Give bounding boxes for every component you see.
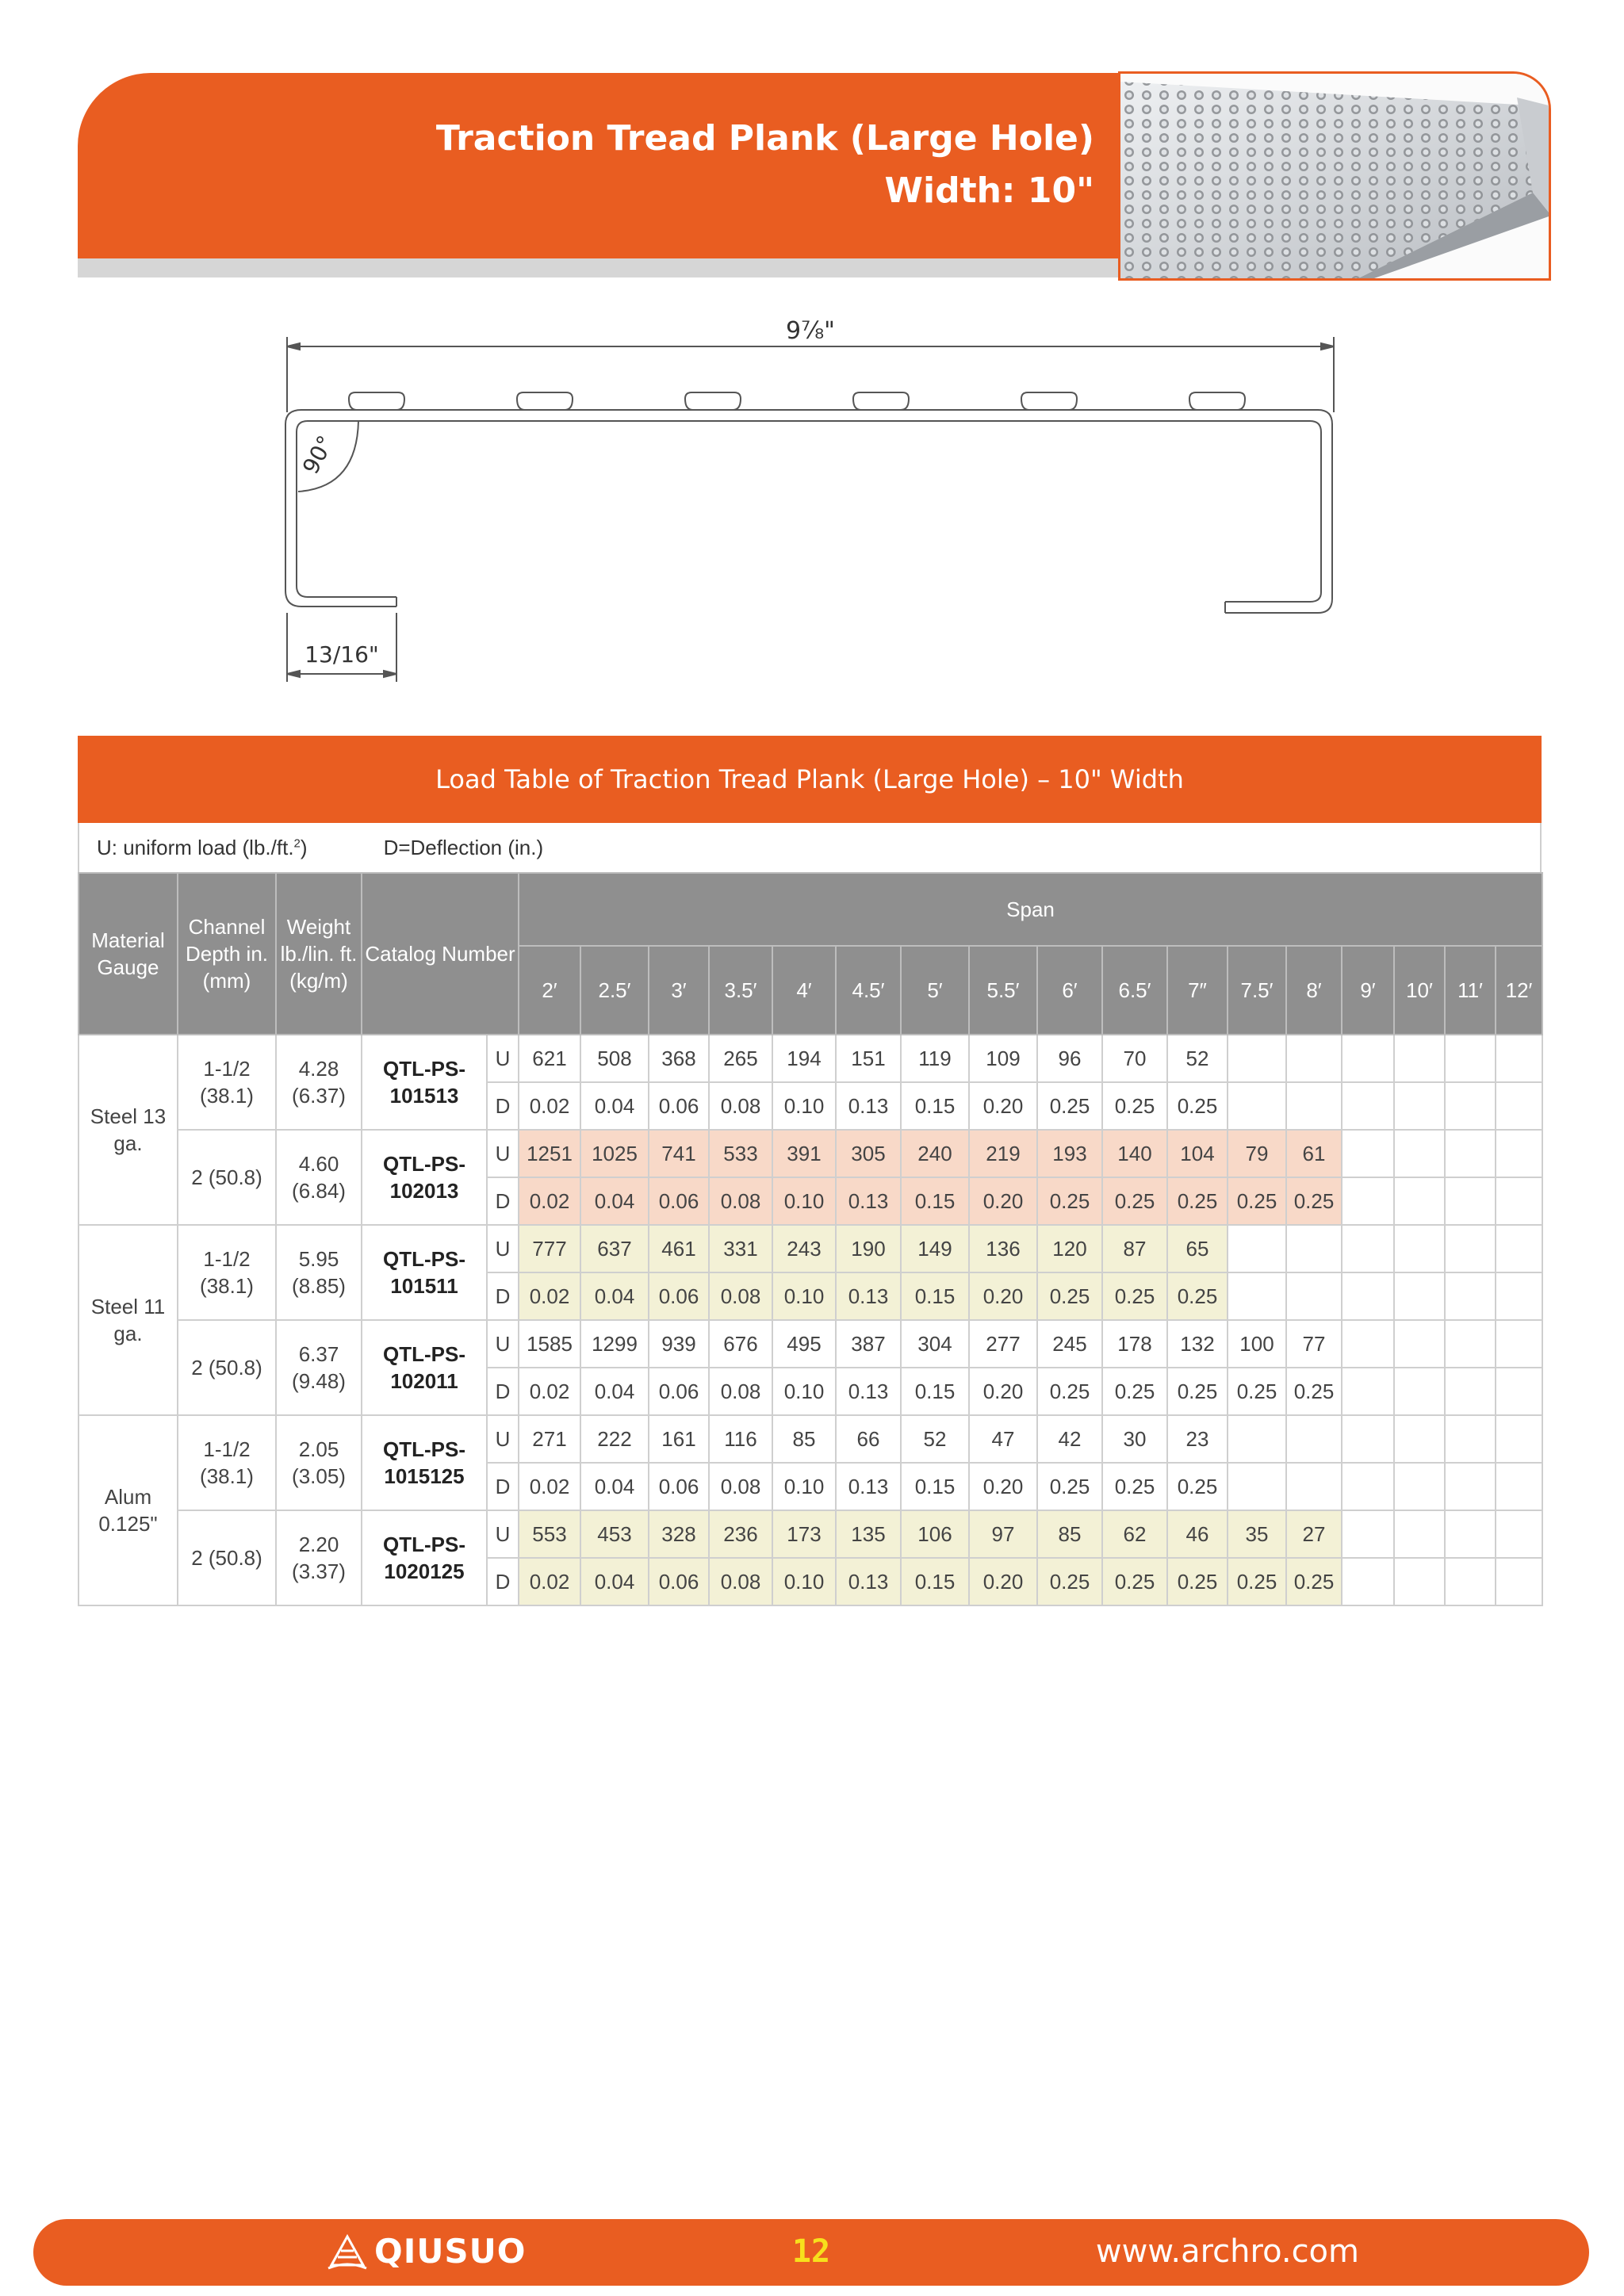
deflection-value-cell: 0.15	[901, 1082, 969, 1130]
deflection-value-cell: 0.02	[519, 1463, 580, 1510]
deflection-label: D	[487, 1272, 519, 1320]
load-value-cell: 331	[709, 1225, 772, 1272]
uniform-load-label: U	[487, 1320, 519, 1368]
deflection-value-cell: 0.20	[969, 1082, 1037, 1130]
load-value-cell	[1496, 1510, 1542, 1558]
load-value-cell: 46	[1167, 1510, 1228, 1558]
load-value-cell: 132	[1167, 1320, 1228, 1368]
load-value-cell: 194	[772, 1035, 836, 1082]
deflection-value-cell: 0.06	[649, 1558, 709, 1605]
deflection-value-cell: 0.20	[969, 1368, 1037, 1415]
deflection-value-cell: 0.06	[649, 1177, 709, 1225]
uniform-load-label: U	[487, 1225, 519, 1272]
load-value-cell	[1286, 1035, 1342, 1082]
deflection-value-cell: 0.08	[709, 1558, 772, 1605]
load-value-cell	[1394, 1225, 1445, 1272]
deflection-value-cell	[1342, 1463, 1394, 1510]
load-value-cell: 52	[901, 1415, 969, 1463]
deflection-value-cell: 0.25	[1037, 1368, 1102, 1415]
load-value-cell	[1342, 1320, 1394, 1368]
span-header: 6′	[1037, 946, 1102, 1035]
table-row	[79, 1035, 1542, 1082]
table-legend	[78, 823, 1542, 872]
deflection-value-cell	[1342, 1177, 1394, 1225]
span-header: 3′	[649, 946, 709, 1035]
deflection-value-cell: 0.20	[969, 1177, 1037, 1225]
load-value-cell: 533	[709, 1130, 772, 1177]
deflection-value-cell	[1445, 1272, 1496, 1320]
catalog-number-cell: QTL-PS-102011	[362, 1320, 487, 1415]
load-value-cell: 61	[1286, 1130, 1342, 1177]
legend-uniform-load: U: uniform load (lb./ft.$^2$)	[97, 835, 308, 859]
load-value-cell	[1445, 1510, 1496, 1558]
load-value-cell: 136	[969, 1225, 1037, 1272]
deflection-value-cell	[1445, 1558, 1496, 1605]
load-value-cell: 222	[580, 1415, 649, 1463]
deflection-value-cell: 0.04	[580, 1272, 649, 1320]
load-value-cell: 140	[1102, 1130, 1167, 1177]
deflection-label: D	[487, 1463, 519, 1510]
deflection-value-cell	[1394, 1082, 1445, 1130]
load-value-cell: 461	[649, 1225, 709, 1272]
lip-dimension-label: 13/16"	[304, 641, 379, 668]
deflection-value-cell: 0.08	[709, 1272, 772, 1320]
load-value-cell: 495	[772, 1320, 836, 1368]
load-value-cell: 328	[649, 1510, 709, 1558]
deflection-value-cell	[1228, 1272, 1286, 1320]
deflection-value-cell	[1445, 1463, 1496, 1510]
load-value-cell: 243	[772, 1225, 836, 1272]
deflection-value-cell: 0.06	[649, 1272, 709, 1320]
load-value-cell: 149	[901, 1225, 969, 1272]
load-value-cell	[1496, 1035, 1542, 1082]
material-gauge-cell: Steel 11 ga.	[79, 1225, 178, 1415]
load-value-cell: 120	[1037, 1225, 1102, 1272]
deflection-value-cell	[1342, 1558, 1394, 1605]
website-url[interactable]: www.archro.com	[1095, 2233, 1359, 2270]
deflection-value-cell: 0.08	[709, 1368, 772, 1415]
load-value-cell: 676	[709, 1320, 772, 1368]
load-value-cell: 66	[836, 1415, 901, 1463]
deflection-value-cell	[1496, 1082, 1542, 1130]
load-value-cell	[1342, 1035, 1394, 1082]
legend-deflection: D=Deflection (in.)	[383, 835, 544, 859]
deflection-value-cell: 0.25	[1286, 1368, 1342, 1415]
table-row	[79, 1320, 1542, 1368]
deflection-value-cell	[1496, 1272, 1542, 1320]
deflection-value-cell: 0.08	[709, 1177, 772, 1225]
header-catalog-number: Catalog Number	[362, 873, 519, 1035]
span-header: 4′	[772, 946, 836, 1035]
deflection-value-cell	[1228, 1082, 1286, 1130]
load-value-cell: 85	[1037, 1510, 1102, 1558]
load-value-cell: 305	[836, 1130, 901, 1177]
deflection-value-cell: 0.10	[772, 1558, 836, 1605]
load-value-cell: 391	[772, 1130, 836, 1177]
load-value-cell	[1394, 1035, 1445, 1082]
deflection-value-cell: 0.13	[836, 1558, 901, 1605]
deflection-value-cell: 0.02	[519, 1272, 580, 1320]
catalog-number-cell: QTL-PS-101511	[362, 1225, 487, 1320]
catalog-number-cell: QTL-PS-102013	[362, 1130, 487, 1225]
load-table	[78, 872, 1543, 1606]
uniform-load-label: U	[487, 1415, 519, 1463]
page-number: 12	[791, 2233, 831, 2270]
load-value-cell	[1342, 1225, 1394, 1272]
load-value-cell: 193	[1037, 1130, 1102, 1177]
deflection-value-cell: 0.10	[772, 1463, 836, 1510]
load-value-cell: 79	[1228, 1130, 1286, 1177]
weight-cell: 4.28 (6.37)	[276, 1035, 362, 1130]
deflection-value-cell: 0.20	[969, 1558, 1037, 1605]
load-value-cell: 240	[901, 1130, 969, 1177]
deflection-value-cell: 0.25	[1102, 1177, 1167, 1225]
deflection-value-cell: 0.02	[519, 1177, 580, 1225]
load-value-cell: 637	[580, 1225, 649, 1272]
load-value-cell	[1286, 1415, 1342, 1463]
deflection-value-cell	[1394, 1177, 1445, 1225]
deflection-value-cell: 0.25	[1286, 1177, 1342, 1225]
footer-bar	[33, 2219, 1589, 2286]
deflection-value-cell: 0.25	[1167, 1177, 1228, 1225]
deflection-value-cell: 0.10	[772, 1177, 836, 1225]
deflection-value-cell	[1342, 1082, 1394, 1130]
load-value-cell: 1251	[519, 1130, 580, 1177]
load-value-cell: 27	[1286, 1510, 1342, 1558]
load-value-cell: 277	[969, 1320, 1037, 1368]
load-value-cell: 265	[709, 1035, 772, 1082]
deflection-value-cell: 0.25	[1037, 1558, 1102, 1605]
load-value-cell: 741	[649, 1130, 709, 1177]
deflection-value-cell	[1286, 1272, 1342, 1320]
deflection-value-cell: 0.04	[580, 1177, 649, 1225]
deflection-value-cell: 0.25	[1228, 1177, 1286, 1225]
deflection-value-cell	[1496, 1177, 1542, 1225]
deflection-value-cell	[1496, 1368, 1542, 1415]
deflection-value-cell: 0.25	[1167, 1463, 1228, 1510]
deflection-value-cell: 0.15	[901, 1272, 969, 1320]
deflection-label: D	[487, 1368, 519, 1415]
load-value-cell: 116	[709, 1415, 772, 1463]
deflection-value-cell: 0.06	[649, 1082, 709, 1130]
load-value-cell: 271	[519, 1415, 580, 1463]
deflection-value-cell: 0.13	[836, 1368, 901, 1415]
weight-cell: 4.60 (6.84)	[276, 1130, 362, 1225]
header-weight: Weight lb./lin. ft. (kg/m)	[276, 873, 362, 1035]
table-row	[79, 1225, 1542, 1272]
deflection-value-cell	[1394, 1463, 1445, 1510]
span-header: 7.5′	[1228, 946, 1286, 1035]
load-value-cell: 453	[580, 1510, 649, 1558]
weight-cell: 6.37 (9.48)	[276, 1320, 362, 1415]
load-value-cell	[1394, 1510, 1445, 1558]
channel-depth-cell: 1-1/2 (38.1)	[178, 1035, 276, 1130]
load-value-cell	[1445, 1415, 1496, 1463]
deflection-value-cell	[1286, 1082, 1342, 1130]
header-channel-depth: Channel Depth in. (mm)	[178, 873, 276, 1035]
deflection-value-cell: 0.25	[1102, 1463, 1167, 1510]
load-value-cell	[1394, 1415, 1445, 1463]
deflection-value-cell	[1394, 1272, 1445, 1320]
load-value-cell: 1025	[580, 1130, 649, 1177]
load-value-cell: 42	[1037, 1415, 1102, 1463]
span-header: 5′	[901, 946, 969, 1035]
load-value-cell: 245	[1037, 1320, 1102, 1368]
deflection-value-cell: 0.06	[649, 1463, 709, 1510]
load-value-cell: 178	[1102, 1320, 1167, 1368]
load-value-cell	[1342, 1510, 1394, 1558]
span-header: 3.5′	[709, 946, 772, 1035]
load-value-cell: 96	[1037, 1035, 1102, 1082]
deflection-label: D	[487, 1177, 519, 1225]
deflection-value-cell	[1394, 1558, 1445, 1605]
load-value-cell	[1445, 1130, 1496, 1177]
load-value-cell: 65	[1167, 1225, 1228, 1272]
load-value-cell: 97	[969, 1510, 1037, 1558]
load-value-cell: 368	[649, 1035, 709, 1082]
deflection-value-cell	[1445, 1177, 1496, 1225]
header-span: Span	[519, 873, 1542, 946]
deflection-value-cell: 0.20	[969, 1272, 1037, 1320]
width-dimension-label: 9⅞"	[786, 317, 835, 345]
table-row	[79, 1510, 1542, 1558]
deflection-value-cell: 0.25	[1037, 1463, 1102, 1510]
load-value-cell: 70	[1102, 1035, 1167, 1082]
load-value-cell	[1228, 1035, 1286, 1082]
span-header: 2.5′	[580, 946, 649, 1035]
load-value-cell: 387	[836, 1320, 901, 1368]
deflection-value-cell	[1342, 1368, 1394, 1415]
deflection-value-cell: 0.13	[836, 1463, 901, 1510]
uniform-load-label: U	[487, 1510, 519, 1558]
load-value-cell: 52	[1167, 1035, 1228, 1082]
deflection-value-cell: 0.04	[580, 1368, 649, 1415]
deflection-value-cell: 0.20	[969, 1463, 1037, 1510]
deflection-value-cell	[1394, 1368, 1445, 1415]
span-header: 8′	[1286, 946, 1342, 1035]
load-value-cell: 1299	[580, 1320, 649, 1368]
deflection-value-cell	[1286, 1463, 1342, 1510]
deflection-value-cell: 0.02	[519, 1082, 580, 1130]
load-value-cell: 62	[1102, 1510, 1167, 1558]
deflection-value-cell: 0.13	[836, 1272, 901, 1320]
load-value-cell: 100	[1228, 1320, 1286, 1368]
deflection-value-cell: 0.04	[580, 1558, 649, 1605]
deflection-value-cell	[1228, 1463, 1286, 1510]
deflection-value-cell: 0.06	[649, 1368, 709, 1415]
load-value-cell	[1342, 1415, 1394, 1463]
deflection-value-cell: 0.15	[901, 1177, 969, 1225]
deflection-value-cell: 0.08	[709, 1082, 772, 1130]
deflection-value-cell: 0.25	[1037, 1082, 1102, 1130]
weight-cell: 5.95 (8.85)	[276, 1225, 362, 1320]
load-value-cell: 109	[969, 1035, 1037, 1082]
load-value-cell	[1496, 1415, 1542, 1463]
deflection-value-cell: 0.25	[1167, 1368, 1228, 1415]
deflection-value-cell: 0.10	[772, 1272, 836, 1320]
weight-cell: 2.20 (3.37)	[276, 1510, 362, 1605]
load-value-cell	[1496, 1225, 1542, 1272]
table-title: Load Table of Traction Tread Plank (Large Hole) – 10" Width	[78, 736, 1542, 823]
header-underline	[78, 258, 1120, 277]
load-value-cell: 161	[649, 1415, 709, 1463]
load-value-cell: 777	[519, 1225, 580, 1272]
load-value-cell: 23	[1167, 1415, 1228, 1463]
load-value-cell: 621	[519, 1035, 580, 1082]
load-value-cell: 151	[836, 1035, 901, 1082]
deflection-value-cell: 0.08	[709, 1463, 772, 1510]
span-header: 6.5′	[1102, 946, 1167, 1035]
table-row	[79, 1415, 1542, 1463]
angle-label: 90°	[297, 430, 339, 479]
deflection-value-cell: 0.02	[519, 1368, 580, 1415]
load-value-cell: 1585	[519, 1320, 580, 1368]
catalog-number-cell: QTL-PS-101513	[362, 1035, 487, 1130]
product-photo	[1118, 71, 1551, 281]
span-header: 7″	[1167, 946, 1228, 1035]
load-value-cell: 30	[1102, 1415, 1167, 1463]
deflection-label: D	[487, 1558, 519, 1605]
header-material-gauge: Material Gauge	[79, 873, 178, 1035]
deflection-value-cell: 0.10	[772, 1082, 836, 1130]
load-value-cell	[1445, 1225, 1496, 1272]
deflection-value-cell: 0.25	[1167, 1272, 1228, 1320]
load-value-cell: 939	[649, 1320, 709, 1368]
channel-depth-cell: 2 (50.8)	[178, 1320, 276, 1415]
load-value-cell	[1496, 1130, 1542, 1177]
channel-depth-cell: 1-1/2 (38.1)	[178, 1225, 276, 1320]
deflection-value-cell: 0.25	[1286, 1558, 1342, 1605]
deflection-value-cell	[1496, 1558, 1542, 1605]
deflection-value-cell: 0.25	[1102, 1082, 1167, 1130]
load-value-cell	[1445, 1320, 1496, 1368]
load-value-cell	[1286, 1225, 1342, 1272]
load-value-cell	[1394, 1130, 1445, 1177]
deflection-value-cell: 0.04	[580, 1463, 649, 1510]
channel-depth-cell: 1-1/2 (38.1)	[178, 1415, 276, 1510]
load-value-cell: 87	[1102, 1225, 1167, 1272]
material-gauge-cell: Steel 13 ga.	[79, 1035, 178, 1225]
load-value-cell: 119	[901, 1035, 969, 1082]
load-value-cell: 47	[969, 1415, 1037, 1463]
deflection-value-cell: 0.13	[836, 1082, 901, 1130]
uniform-load-label: U	[487, 1130, 519, 1177]
deflection-value-cell: 0.25	[1102, 1558, 1167, 1605]
material-gauge-cell: Alum 0.125"	[79, 1415, 178, 1605]
deflection-value-cell: 0.25	[1102, 1272, 1167, 1320]
catalog-number-cell: QTL-PS-1015125	[362, 1415, 487, 1510]
channel-depth-cell: 2 (50.8)	[178, 1510, 276, 1605]
uniform-load-label: U	[487, 1035, 519, 1082]
load-value-cell: 508	[580, 1035, 649, 1082]
deflection-value-cell: 0.25	[1167, 1558, 1228, 1605]
load-value-cell: 173	[772, 1510, 836, 1558]
brand-name: QIUSUO	[374, 2231, 527, 2271]
title-line: Traction Tread Plank (Large Hole)	[435, 118, 1094, 159]
load-value-cell: 236	[709, 1510, 772, 1558]
span-header: 5.5′	[969, 946, 1037, 1035]
deflection-value-cell	[1496, 1463, 1542, 1510]
load-table-section	[78, 736, 1542, 1606]
load-value-cell: 219	[969, 1130, 1037, 1177]
deflection-value-cell: 0.25	[1037, 1177, 1102, 1225]
deflection-value-cell: 0.25	[1228, 1558, 1286, 1605]
span-header: 9′	[1342, 946, 1394, 1035]
load-value-cell	[1228, 1415, 1286, 1463]
span-header: 4.5′	[836, 946, 901, 1035]
load-value-cell	[1394, 1320, 1445, 1368]
deflection-value-cell: 0.13	[836, 1177, 901, 1225]
weight-cell: 2.05 (3.05)	[276, 1415, 362, 1510]
catalog-number-cell: QTL-PS-1020125	[362, 1510, 487, 1605]
load-value-cell: 35	[1228, 1510, 1286, 1558]
deflection-value-cell: 0.15	[901, 1368, 969, 1415]
span-header: 10′	[1394, 946, 1445, 1035]
load-value-cell	[1342, 1130, 1394, 1177]
deflection-value-cell: 0.25	[1228, 1368, 1286, 1415]
deflection-value-cell	[1445, 1082, 1496, 1130]
load-value-cell	[1445, 1035, 1496, 1082]
load-value-cell: 135	[836, 1510, 901, 1558]
load-value-cell: 553	[519, 1510, 580, 1558]
deflection-value-cell: 0.15	[901, 1463, 969, 1510]
deflection-value-cell: 0.15	[901, 1558, 969, 1605]
deflection-label: D	[487, 1082, 519, 1130]
page-title	[436, 113, 1094, 217]
subtitle-line: Width: 10"	[884, 170, 1094, 211]
deflection-value-cell: 0.25	[1167, 1082, 1228, 1130]
load-value-cell: 104	[1167, 1130, 1228, 1177]
load-value-cell	[1228, 1225, 1286, 1272]
span-header: 12′	[1496, 946, 1542, 1035]
channel-depth-cell: 2 (50.8)	[178, 1130, 276, 1225]
load-value-cell: 106	[901, 1510, 969, 1558]
profile-drawing	[270, 313, 1348, 694]
table-row	[79, 1130, 1542, 1177]
deflection-value-cell: 0.25	[1102, 1368, 1167, 1415]
load-value-cell: 85	[772, 1415, 836, 1463]
span-header: 11′	[1445, 946, 1496, 1035]
deflection-value-cell: 0.25	[1037, 1272, 1102, 1320]
deflection-value-cell: 0.04	[580, 1082, 649, 1130]
load-value-cell: 304	[901, 1320, 969, 1368]
deflection-value-cell	[1445, 1368, 1496, 1415]
load-value-cell	[1496, 1320, 1542, 1368]
load-value-cell: 77	[1286, 1320, 1342, 1368]
span-header: 2′	[519, 946, 580, 1035]
deflection-value-cell	[1342, 1272, 1394, 1320]
deflection-value-cell: 0.02	[519, 1558, 580, 1605]
deflection-value-cell: 0.10	[772, 1368, 836, 1415]
load-value-cell: 190	[836, 1225, 901, 1272]
